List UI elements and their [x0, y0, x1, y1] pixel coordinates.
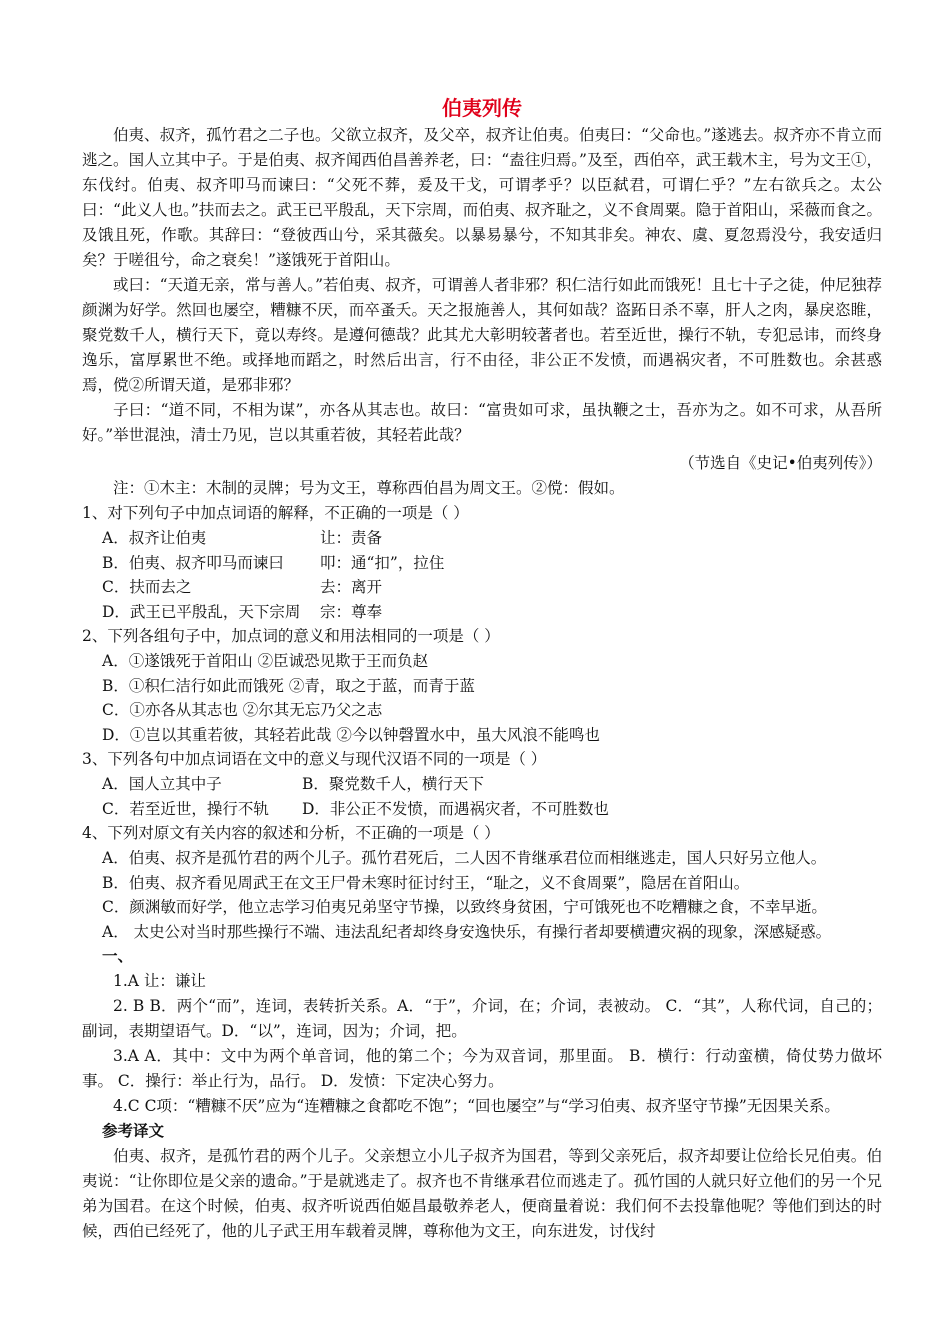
- option-explanation: 宗：尊奉: [320, 602, 383, 621]
- question-stem: 4、下列对原文有关内容的叙述和分析，不正确的一项是（ ）: [82, 824, 500, 842]
- document-title: 伯夷列传: [442, 96, 522, 120]
- question-option: C．颜渊敏而好学，他立志学习伯夷兄弟坚守节操，以致终身贫困，宁可饿死也不吃糟糠之食，不幸早逝。: [102, 898, 827, 916]
- option-sentence: C．若至近世，操行不轨: [102, 799, 269, 818]
- option-sentence: D．武王已平殷乱，天下宗周: [102, 602, 301, 621]
- question-option: B．伯夷、叔齐看见周武王在文王尸骨未寒时征讨纣王，“耻之，义不食周粟”，隐居在首阳山。: [102, 873, 750, 892]
- option-sentence: D．非公正不发愤，而遇祸灾者，不可胜数也: [302, 799, 609, 818]
- question-option: A． 太史公对当时那些操行不端、违法乱纪者却终身安逸快乐，有操行者却要横遭灾祸的现象，深感疑惑。: [102, 922, 832, 941]
- answer-item: 3.A A．其中：文中为两个单音词，他的第二个；今为双音词，那里面。 B．横行：行动蛮横，倚仗势力做坏事。 C．操行：举止行为，品行。 D．发愤：下定决心努力。: [82, 1047, 882, 1090]
- translation-heading: 参考译文: [102, 1122, 165, 1140]
- question-option: [82, 600, 882, 625]
- source-citation: （节选自《史记•伯夷列传》）: [679, 454, 882, 472]
- option-explanation: 叩：通“扣”，拉住: [320, 553, 445, 572]
- question-stem: 1、对下列句子中加点词语的解释，不正确的一项是（ ）: [82, 504, 469, 522]
- footnote: 注：①木主：木制的灵牌；号为文王，尊称西伯昌为周文王。②傥：假如。: [113, 479, 625, 497]
- option-sentence: C．扶而去之: [102, 578, 192, 596]
- option-sentence: B．伯夷、叔齐叩马而谏曰: [102, 553, 284, 572]
- question-option: [82, 526, 882, 551]
- answer-item: 4.C C项：“糟糠不厌”应为“连糟糠之食都吃不饱”；“回也屡空”与“学习伯夷、叔齐坚守节操”无因果关系。: [113, 1097, 840, 1115]
- question-option: A．伯夷、叔齐是孤竹君的两个儿子。孤竹君死后，二人因不肯继承君位而相继逃走，国人只好另立他人。: [102, 849, 827, 867]
- passage-paragraph: 伯夷、叔齐，孤竹君之二子也。父欲立叔齐，及父卒，叔齐让伯夷。伯夷曰：“父命也。”遂逃去。叔齐亦不肯立而逃之。国人立其中子。于是伯夷、叔齐闻西伯昌善养老，曰：“盍往归焉。”及至，西伯卒，武王载木主，号为文王①，东伐纣。伯夷、叔齐叩马而谏曰：“父死不葬，爰及干戈，可谓孝乎？以臣弑君，可谓仁乎？”左右欲兵之。太公曰：“此义人也。”扶而去之。武王已平殷乱，天下宗周，而伯夷、叔齐耻之，义不食周粟。隐于首阳山，采薇而食之。及饿且死，作歌。其辞曰：“登彼西山兮，采其薇矣。以暴易暴兮，不知其非矣。神农、虞、夏忽焉没兮，我安适归矣？于嗟徂兮，命之衰矣！”遂饿死于首阳山。: [82, 126, 882, 269]
- question-stem: 3、下列各句中加点词语在文中的意义与现代汉语不同的一项是（ ）: [82, 750, 547, 768]
- question-option-row: [82, 772, 882, 797]
- option-explanation: 去：离开: [320, 578, 383, 596]
- option-sentence: B．聚党数千人，横行天下: [302, 775, 484, 793]
- option-sentence: A．叔齐让伯夷: [102, 529, 207, 547]
- question-option: [82, 551, 882, 576]
- option-sentence: A．国人立其中子: [102, 775, 222, 793]
- question-option: A．①遂饿死于首阳山 ②臣诚恐见欺于王而负赵: [102, 652, 429, 670]
- document-page: [82, 95, 882, 1244]
- answers-heading: 一、: [102, 947, 134, 965]
- answer-item: 1.A 让：谦让: [113, 972, 206, 990]
- passage-paragraph: 或曰：“天道无亲，常与善人。”若伯夷、叔齐，可谓善人者非邪？积仁洁行如此而饿死！且七十子之徒，仲尼独荐颜渊为好学。然回也屡空，糟糠不厌，而卒蚤夭。天之报施善人，其何如哉？盗跖日杀不辜，肝人之肉，暴戾恣睢，聚党数千人，横行天下，竟以寿终。是遵何德哉？此其尤大彰明较著者也。若至近世，操行不轨，专犯忌讳，而终身逸乐，富厚累世不绝。或择地而蹈之，时然后出言，行不由径，非公正不发愤，而遇祸灾者，不可胜数也。余甚惑焉，傥②所谓天道，是邪非邪？: [82, 276, 882, 394]
- question-option: C．①亦各从其志也 ②尔其无忘乃父之志: [102, 701, 383, 719]
- question-option-row: [82, 797, 882, 822]
- question-stem: 2、下列各组句子中，加点词的意义和用法相同的一项是（ ）: [82, 627, 500, 645]
- answer-item: 2. B B．两个“而”，连词，表转折关系。A．“于”，介词，在；介词，表被动。 C．“其”，人称代词，自己的；副词，表期望语气。D．“以”，连词，因为；介词，把。: [82, 997, 882, 1040]
- question-option: B．①积仁洁行如此而饿死 ②青，取之于蓝，而青于蓝: [102, 676, 475, 695]
- question-option: D．①岂以其重若彼，其轻若此哉 ②今以钟磬置水中，虽大风浪不能鸣也: [102, 725, 600, 744]
- translation-paragraph: 伯夷、叔齐，是孤竹君的两个儿子。父亲想立小儿子叔齐为国君，等到父亲死后，叔齐却要让位给长兄伯夷。伯夷说：“让你即位是父亲的遗命。”于是就逃走了。叔齐也不肯继承君位而逃走了。孤竹国的人就只好立他们的另一个兄弟为国君。在这个时候，伯夷、叔齐听说西伯姬昌最敬养老人，便商量着说：我们何不去投靠他呢？等他们到达的时候，西伯已经死了，他的儿子武王用车载着灵牌，尊称他为文王，向东进发，讨伐纣: [82, 1147, 882, 1240]
- option-explanation: 让：责备: [320, 529, 383, 547]
- question-option: [82, 575, 882, 600]
- passage-paragraph: 子曰：“道不同，不相为谋”，亦各从其志也。故曰：“富贵如可求，虽执鞭之士，吾亦为之。如不可求，从吾所好。”举世混浊，清士乃见，岂以其重若彼，其轻若此哉？: [82, 401, 882, 444]
